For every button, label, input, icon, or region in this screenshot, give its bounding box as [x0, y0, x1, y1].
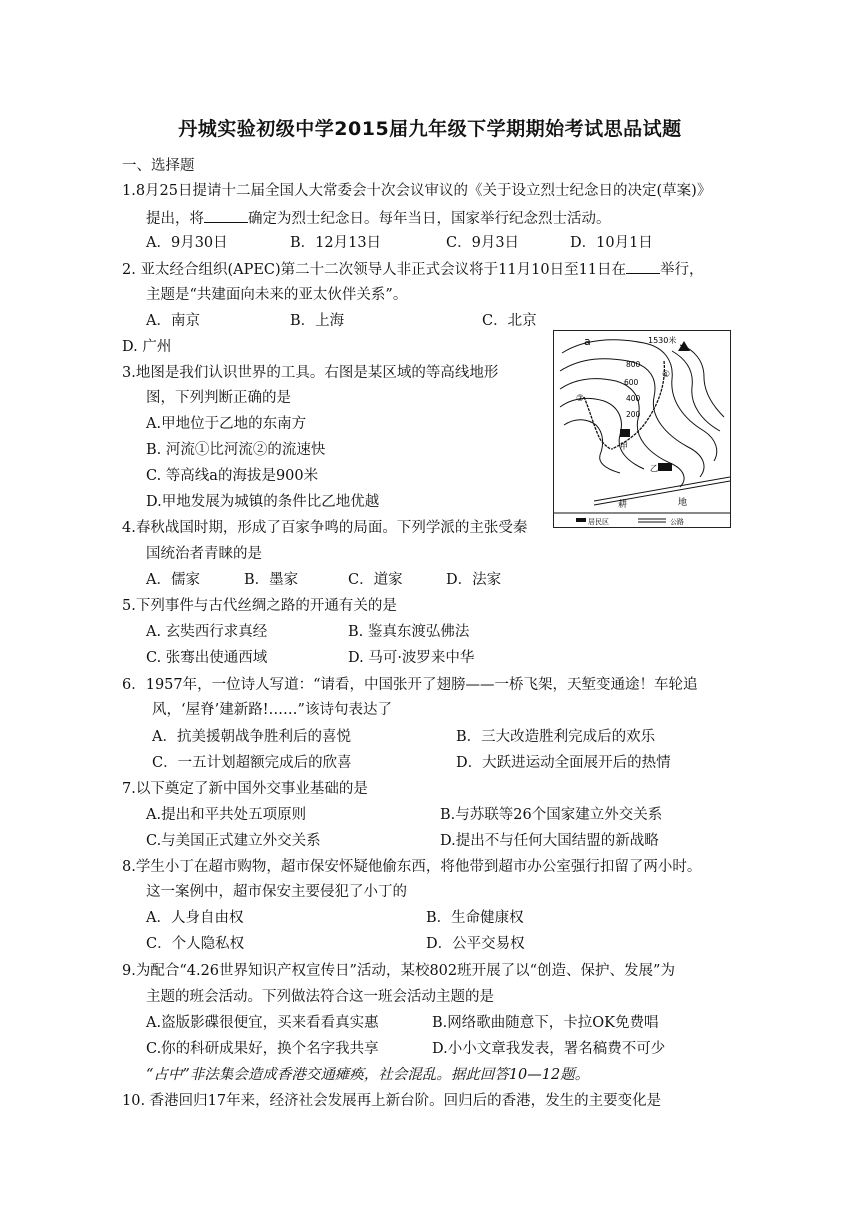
contour-label-200: 200: [626, 410, 641, 419]
question-1-text-a: 提出，将: [146, 211, 204, 227]
option-6a: A．抗美援朝战争胜利后的喜悦: [152, 729, 351, 745]
question-6-line-1: 6．1957年，一位诗人写道：“请看，中国张开了翅膀——一桥飞架，天堑变通途！车轮追: [122, 677, 698, 693]
option-4a: A．儒家: [146, 572, 200, 588]
option-8c: C．个人隐私权: [146, 936, 245, 952]
option-1c: C．9月3日: [446, 235, 520, 251]
question-2-line-1: [122, 259, 704, 280]
question-4-line-1: 4.春秋战国时期，形成了百家争鸣的局面。下列学派的主张受秦: [122, 520, 528, 536]
legend-settlement: 居民区: [588, 518, 609, 526]
answer-blank: [626, 259, 660, 274]
option-1b: B．12月13日: [290, 235, 382, 251]
question-9-line-1: 9.为配合“4.26世界知识产权宣传日”活动，某校802班开展了以“创造、保护、发展”为: [122, 963, 675, 979]
option-6c: C．一五计划超额完成后的欣喜: [152, 755, 352, 771]
option-4c: C．道家: [348, 572, 403, 588]
section-heading: 一、选择题: [122, 158, 195, 174]
question-1-line-1: 1.8月25日提请十二届全国人大常委会十次会议审议的《关于设立烈士纪念日的决定(草案)》: [122, 183, 712, 199]
reading-note: “占中”非法集会造成香港交通瘫痪，社会混乱。据此回答10—12题。: [146, 1067, 590, 1083]
place-yi-label: 乙: [650, 464, 658, 473]
option-6b: B．三大改造胜利完成后的欢乐: [456, 729, 656, 745]
question-9-line-2: 主题的班会活动。下列做法符合这一班会活动主题的是: [146, 989, 494, 1005]
question-4-line-2: 国统治者青睐的是: [146, 546, 262, 562]
contour-label-600: 600: [624, 378, 639, 387]
question-1-text-b: 确定为烈士纪念日。每年当日，国家举行纪念烈士活动。: [248, 211, 611, 227]
option-8a: A．人身自由权: [146, 910, 244, 926]
question-8-line-1: 8.学生小丁在超市购物，超市保安怀疑他偷东西，将他带到超市办公室强行扣留了两小时。: [122, 859, 702, 875]
option-2c: C．北京: [482, 313, 537, 329]
legend-road: 公路: [670, 518, 684, 526]
page-title: 丹城实验初级中学2015届九年级下学期期始考试思品试题: [178, 118, 682, 140]
question-6-line-2: 风，‘屋脊’建新路!……”该诗句表达了: [152, 702, 392, 718]
option-5a: A. 玄奘西行求真经: [146, 624, 268, 640]
option-7b: B.与苏联等26个国家建立外交关系: [440, 807, 663, 823]
option-2a: A．南京: [146, 313, 200, 329]
option-5b: B. 鉴真东渡弘佛法: [348, 624, 470, 640]
question-3-line-2: 图，下列判断正确的是: [146, 390, 291, 406]
answer-blank: [204, 208, 248, 223]
question-3-line-1: 3.地图是我们认识世界的工具。右图是某区域的等高线地形: [122, 365, 499, 381]
option-3b: B. 河流①比河流②的流速快: [146, 442, 326, 458]
river-2-label: ②: [576, 394, 585, 404]
place-jia-label: 甲: [620, 442, 628, 451]
option-7a: A.提出和平共处五项原则: [146, 807, 307, 823]
option-1d: D．10月1日: [570, 235, 653, 251]
option-8d: D．公平交易权: [426, 936, 525, 952]
option-6d: D．大跃进运动全面展开后的热情: [456, 755, 671, 771]
field-label-2: 地: [678, 498, 688, 508]
option-3c: C. 等高线a的海拔是900米: [146, 468, 319, 484]
option-7c: C.与美国正式建立外交关系: [146, 833, 321, 849]
option-9d: D.小小文章我发表，署名稿费不可少: [432, 1041, 666, 1057]
question-8-line-2: 这一案例中，超市保安主要侵犯了小丁的: [146, 884, 407, 900]
option-9a: A.盗版影碟很便宜，买来看看真实惠: [146, 1015, 379, 1031]
river-1-label: ①: [662, 370, 671, 380]
contour-label-a: a: [584, 335, 591, 348]
option-8b: B．生命健康权: [426, 910, 524, 926]
question-7-line-1: 7.以下奠定了新中国外交事业基础的是: [122, 781, 368, 797]
question-10-line-1: 10. 香港回归17年来，经济社会发展再上新台阶。回归后的香港，发生的主要变化是: [122, 1093, 662, 1109]
contour-label-400: 400: [626, 394, 641, 403]
question-2-line-2: 主题是“共建面向未来的亚太伙伴关系”。: [146, 287, 408, 303]
question-2-text-b: 举行，: [660, 262, 704, 278]
option-2d: D. 广州: [122, 339, 172, 355]
option-5d: D. 马可·波罗来中华: [348, 650, 475, 666]
option-9b: B.网络歌曲随意下，卡拉OK免费唱: [432, 1015, 659, 1031]
option-4d: D．法家: [446, 572, 502, 588]
option-2b: B．上海: [290, 313, 345, 329]
option-4b: B．墨家: [244, 572, 299, 588]
option-3a: A.甲地位于乙地的东南方: [146, 416, 307, 432]
option-1a: A．9月30日: [146, 235, 228, 251]
contour-label-800: 800: [626, 360, 641, 369]
question-5-line-1: 5.下列事件与古代丝绸之路的开通有关的是: [122, 598, 397, 614]
contour-map-drawing: [554, 331, 730, 527]
option-3d: D.甲地发展为城镇的条件比乙地优越: [146, 494, 380, 510]
option-9c: C.你的科研成果好，换个名字我共享: [146, 1041, 379, 1057]
peak-label: 1530米: [648, 336, 677, 345]
question-2-text-a: 2. 亚太经合组织(APEC)第二十二次领导人非正式会议将于11月10日至11日在: [122, 262, 627, 278]
contour-map: [553, 330, 731, 528]
question-1-line-2: [146, 208, 611, 229]
option-7d: D.提出不与任何大国结盟的新战略: [440, 833, 659, 849]
field-label-1: 耕: [618, 500, 628, 510]
option-5c: C. 张骞出使通西域: [146, 650, 268, 666]
